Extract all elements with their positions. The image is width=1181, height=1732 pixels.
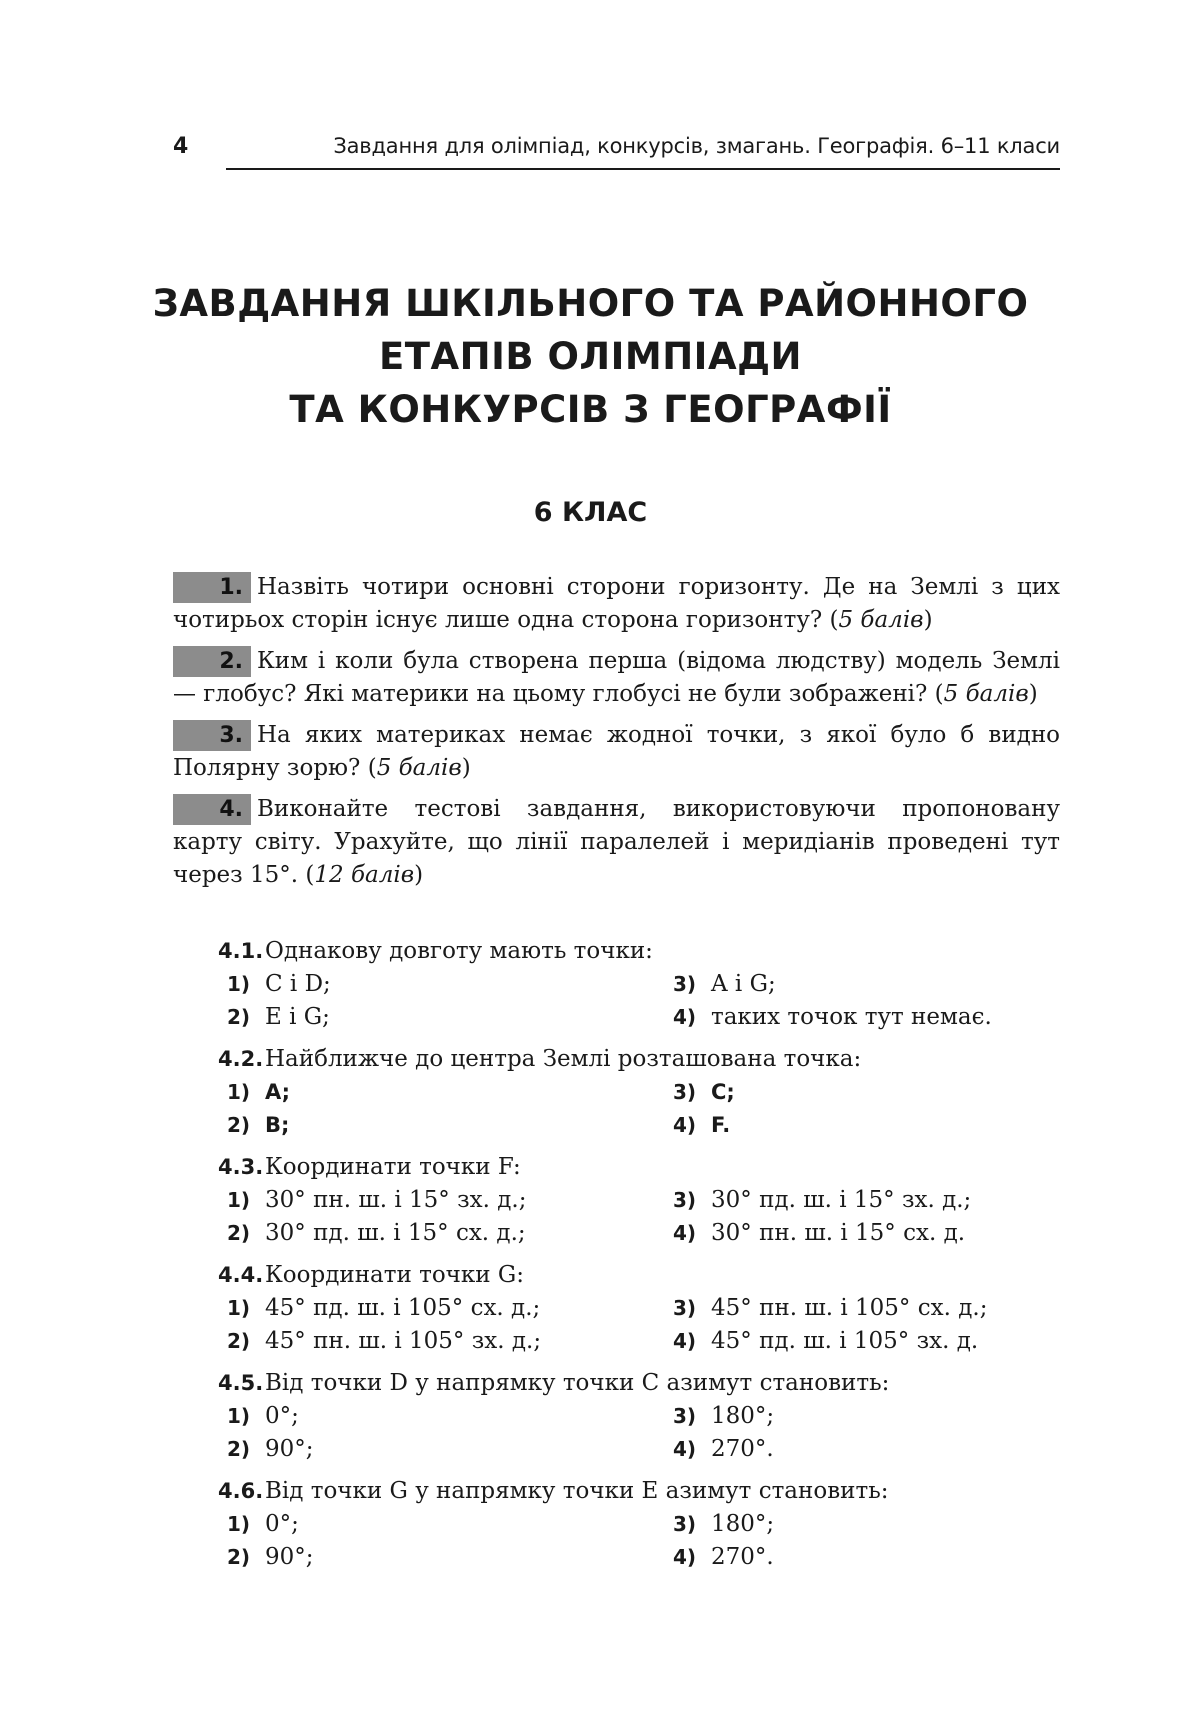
option-text: 45° пн. ш. і 105° зх. д.;: [265, 1328, 542, 1354]
section-title-line-1: ЗАВДАННЯ ШКІЛЬНОГО ТА РАЙОННОГО: [152, 282, 1029, 325]
answer-option: [218, 1217, 664, 1250]
answer-option: [664, 1076, 1060, 1109]
header-title: Завдання для олімпіад, конкурсів, змагань. Географія. 6–11 класи: [333, 134, 1060, 158]
answer-option: [218, 1292, 664, 1325]
subtask-question: [218, 1151, 1060, 1184]
answer-option: [664, 1400, 1060, 1433]
option-text: таких точок тут немає.: [711, 1004, 992, 1030]
option-number: 4): [673, 1437, 697, 1461]
option-number: 4): [673, 1545, 697, 1569]
task-text: Виконайте тестові завдання, використовуючи пропоновану карту світу. Урахуйте, що лінії паралелей і меридіанів проведені тут через 15°. (: [173, 796, 1060, 888]
answer-options: [218, 1076, 1060, 1142]
answer-option: [218, 1433, 664, 1466]
answer-options: [218, 1508, 1060, 1574]
answer-option: [218, 1001, 664, 1034]
option-number: 3): [673, 1512, 697, 1536]
option-text: 0°;: [265, 1403, 299, 1429]
option-number: 3): [673, 1188, 697, 1212]
option-number: 3): [673, 1080, 697, 1104]
subtask-question: [218, 1367, 1060, 1400]
subtask-text: Найближче до центра Землі розташована точка:: [265, 1046, 862, 1072]
subtask-question: [218, 1259, 1060, 1292]
subtask-list: [218, 935, 1060, 1583]
option-number: 1): [227, 1404, 251, 1428]
answer-option: [664, 1292, 1060, 1325]
option-text: 30° пд. ш. і 15° зх. д.;: [711, 1187, 972, 1213]
subtask: [218, 1259, 1060, 1358]
task-points: 5 балів: [838, 607, 924, 633]
answer-option: [218, 1109, 664, 1142]
running-header: [173, 132, 1060, 170]
answer-option: [218, 1184, 664, 1217]
subtask-number: 4.1.: [218, 939, 264, 963]
subtask-text: Однакову довготу мають точки:: [265, 938, 653, 964]
option-text: A;: [265, 1080, 291, 1104]
task-number: 2.: [173, 646, 251, 677]
option-text: 30° пд. ш. і 15° сх. д.;: [265, 1220, 526, 1246]
class-heading: 6 КЛАС: [533, 497, 648, 528]
answer-option: [218, 1541, 664, 1574]
option-text: A і G;: [711, 971, 776, 997]
answer-option: [664, 1217, 1060, 1250]
subtask-number: 4.5.: [218, 1371, 264, 1395]
answer-options: [218, 1292, 1060, 1358]
option-number: 1): [227, 972, 251, 996]
option-text: C і D;: [265, 971, 331, 997]
answer-options: [218, 968, 1060, 1034]
task-points-close: ): [461, 755, 471, 781]
task-text: Ким і коли була створена перша (відома людству) модель Землі — глобус? Які материки на цьому глобусі не були зображені? (: [173, 648, 1060, 707]
answer-option: [218, 1508, 664, 1541]
option-text: 0°;: [265, 1511, 299, 1537]
option-text: C;: [711, 1080, 735, 1104]
option-number: 1): [227, 1080, 251, 1104]
subtask-text: Від точки D у напрямку точки C азимут становить:: [265, 1370, 890, 1396]
section-title-line-3: ТА КОНКУРСІВ З ГЕОГРАФІЇ: [289, 388, 892, 431]
answer-option: [664, 1508, 1060, 1541]
task-list: [173, 571, 1060, 900]
task-text: Назвіть чотири основні сторони горизонту. Де на Землі з цих чотирьох сторін існує лише одна сторона горизонту? (: [173, 574, 1060, 633]
option-text: 45° пд. ш. і 105° зх. д.: [711, 1328, 979, 1354]
answer-option: [664, 1541, 1060, 1574]
option-number: 2): [227, 1545, 251, 1569]
subtask-text: Координати точки F:: [265, 1154, 521, 1180]
section-title: [100, 277, 1081, 436]
task-number: 3.: [173, 720, 251, 751]
task-points-close: ): [923, 607, 933, 633]
subtask: [218, 1151, 1060, 1250]
task: [173, 645, 1060, 711]
option-number: 3): [673, 972, 697, 996]
option-number: 4): [673, 1113, 697, 1137]
option-text: 30° пн. ш. і 15° зх. д.;: [265, 1187, 527, 1213]
option-text: 30° пн. ш. і 15° сх. д.: [711, 1220, 966, 1246]
page-number: 4: [173, 134, 189, 159]
task: [173, 793, 1060, 892]
option-text: E і G;: [265, 1004, 330, 1030]
task-points: 5 балів: [376, 755, 462, 781]
subtask: [218, 935, 1060, 1034]
answer-options: [218, 1184, 1060, 1250]
option-text: B;: [265, 1113, 290, 1137]
option-number: 1): [227, 1512, 251, 1536]
option-number: 2): [227, 1221, 251, 1245]
task-points-close: ): [414, 862, 424, 888]
header-rule: [226, 168, 1060, 170]
answer-option: [664, 1001, 1060, 1034]
task-number: 1.: [173, 572, 251, 603]
subtask: [218, 1367, 1060, 1466]
option-number: 1): [227, 1188, 251, 1212]
answer-option: [664, 1433, 1060, 1466]
task: [173, 571, 1060, 637]
answer-option: [218, 1325, 664, 1358]
section-title-line-2: ЕТАПІВ ОЛІМПІАДИ: [378, 335, 803, 378]
subtask-text: Координати точки G:: [265, 1262, 525, 1288]
answer-option: [664, 1325, 1060, 1358]
answer-option: [218, 1400, 664, 1433]
subtask: [218, 1043, 1060, 1142]
subtask-number: 4.3.: [218, 1155, 264, 1179]
answer-option: [664, 968, 1060, 1001]
answer-option: [218, 1076, 664, 1109]
option-text: 90°;: [265, 1436, 314, 1462]
subtask-question: [218, 1043, 1060, 1076]
option-number: 2): [227, 1329, 251, 1353]
subtask-question: [218, 1475, 1060, 1508]
option-text: F.: [711, 1113, 731, 1137]
task-text: На яких материках немає жодної точки, з якої було б видно Полярну зорю? (: [173, 722, 1060, 781]
option-number: 3): [673, 1404, 697, 1428]
option-number: 2): [227, 1113, 251, 1137]
answer-options: [218, 1400, 1060, 1466]
answer-option: [664, 1109, 1060, 1142]
answer-option: [664, 1184, 1060, 1217]
option-text: 45° пд. ш. і 105° сх. д.;: [265, 1295, 541, 1321]
task-number: 4.: [173, 794, 251, 825]
answer-option: [218, 968, 664, 1001]
subtask-question: [218, 935, 1060, 968]
option-number: 4): [673, 1329, 697, 1353]
option-text: 180°;: [711, 1511, 775, 1537]
option-number: 4): [673, 1221, 697, 1245]
option-text: 90°;: [265, 1544, 314, 1570]
subtask-number: 4.6.: [218, 1479, 264, 1503]
option-number: 4): [673, 1005, 697, 1029]
task: [173, 719, 1060, 785]
subtask-number: 4.4.: [218, 1263, 264, 1287]
task-points: 5 балів: [943, 681, 1029, 707]
option-text: 270°.: [711, 1544, 774, 1570]
subtask-text: Від точки G у напрямку точки E азимут становить:: [265, 1478, 889, 1504]
option-number: 1): [227, 1296, 251, 1320]
option-number: 2): [227, 1005, 251, 1029]
subtask: [218, 1475, 1060, 1574]
option-text: 270°.: [711, 1436, 774, 1462]
option-number: 3): [673, 1296, 697, 1320]
option-text: 180°;: [711, 1403, 775, 1429]
task-points: 12 балів: [314, 862, 415, 888]
option-text: 45° пн. ш. і 105° сх. д.;: [711, 1295, 988, 1321]
option-number: 2): [227, 1437, 251, 1461]
subtask-number: 4.2.: [218, 1047, 264, 1071]
task-points-close: ): [1028, 681, 1038, 707]
